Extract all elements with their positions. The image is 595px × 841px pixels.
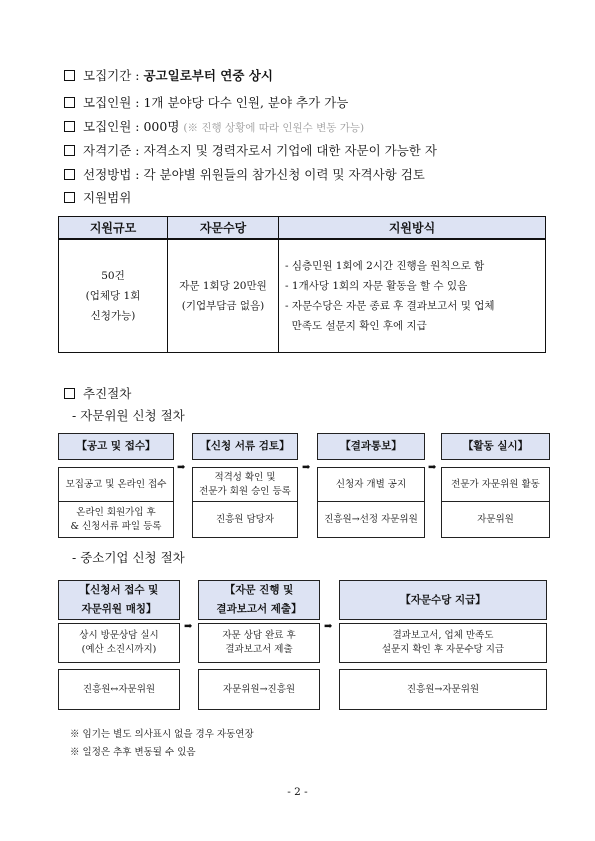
item-label: 자격기준 :	[83, 143, 144, 158]
cell-line: (기업부담금 없음)	[181, 300, 265, 312]
method-line: - 자문수당은 자문 종료 후 결과보고서 및 업체	[285, 300, 495, 312]
fee-cell	[168, 239, 279, 353]
sme-step-header	[198, 580, 320, 620]
desc-text: 상시 방문상담 실시	[79, 630, 159, 641]
desc-text: (예산 소진시까지)	[81, 644, 157, 655]
item-value: 000명	[143, 119, 184, 134]
recruit-period-line	[64, 67, 273, 85]
advisor-step-desc	[58, 467, 174, 502]
checkbox-icon	[64, 145, 75, 156]
cell-line: (업체당 1회	[85, 290, 141, 302]
desc-text: 신청자 개별 공지	[335, 478, 407, 490]
checkbox-icon	[64, 97, 75, 108]
advisor-step-desc	[192, 467, 298, 502]
recruit-count-line-1	[64, 94, 348, 112]
advisor-step-header: 【활동 실시】	[441, 433, 550, 460]
item-note: (※ 진행 상황에 따라 인원수 변동 가능)	[183, 122, 365, 134]
process-title	[64, 385, 131, 403]
note-term: ※ 임기는 별도 의사표시 없을 경우 자동연장	[70, 729, 254, 740]
advisor-process-title: - 자문위원 신청 절차	[72, 408, 185, 423]
header-text: 결과보고서 제출】	[216, 603, 302, 615]
checkbox-icon	[64, 169, 75, 180]
table-header: 자문수당	[168, 217, 279, 240]
selection-method-line	[64, 166, 425, 184]
item-label: 모집기간 :	[83, 68, 144, 83]
support-table	[58, 216, 546, 353]
qualification-line	[64, 142, 437, 160]
recruit-count-line-2	[64, 118, 364, 136]
arrow-right-icon: ➡	[184, 621, 193, 632]
desc-text: 모집공고 및 온라인 접수	[65, 478, 167, 490]
checkbox-icon	[64, 70, 75, 81]
item-label: 선정방법 :	[83, 167, 144, 182]
who-text: 자문위원→진흥원	[222, 683, 296, 695]
cell-line: 신청가능)	[90, 310, 136, 322]
who-text: 진흥원↔자문위원	[82, 683, 156, 695]
method-line: - 1개사당 1회의 자문 활동을 할 수 있음	[285, 280, 468, 292]
table-header: 지원방식	[279, 217, 546, 240]
checkbox-icon	[64, 388, 75, 399]
desc-text: 결과보고서 제출	[225, 644, 293, 655]
page-number: - 2 -	[287, 786, 308, 798]
who-text: & 신청서류 파일 등록	[70, 520, 162, 532]
sme-step-header	[339, 580, 547, 620]
advisor-step-who	[441, 501, 550, 538]
sme-step-desc	[58, 623, 180, 663]
item-value: 각 분야별 위원들의 참가신청 이력 및 자격사항 검토	[143, 167, 425, 182]
item-label: 모집인원 :	[83, 95, 144, 110]
who-text: 진흥원→선정 자문위원	[324, 513, 418, 525]
desc-text: 설문지 확인 후 자문수당 지급	[381, 644, 505, 655]
method-cell	[279, 239, 546, 353]
sme-step-desc	[198, 623, 320, 663]
header-text: 【자문 진행 및	[224, 584, 294, 596]
sme-step-who	[198, 669, 320, 710]
checkbox-icon	[64, 121, 75, 132]
method-line: 만족도 설문지 확인 후에 지급	[285, 320, 427, 332]
who-text: 진흥원→자문위원	[406, 683, 480, 695]
advisor-step-desc	[441, 467, 550, 502]
sme-step-who	[58, 669, 180, 710]
advisor-step-who	[192, 501, 298, 538]
sme-step-desc	[339, 623, 547, 663]
table-header: 지원규모	[59, 217, 168, 240]
process-title-text: 추진절차	[83, 386, 132, 401]
advisor-step-header: 【신청 서류 검토】	[192, 433, 298, 460]
header-text: 【신청서 접수 및	[79, 584, 159, 596]
cell-line: 50건	[101, 270, 125, 282]
desc-text: 전문가 자문위원 활동	[451, 478, 540, 490]
desc-text: 적격성 확인 및	[214, 471, 276, 483]
desc-text: 결과보고서, 업체 만족도	[392, 630, 494, 641]
advisor-step-header: 【공고 및 접수】	[58, 433, 174, 460]
who-text: 진흥원 담당자	[215, 513, 275, 525]
item-value: 공고일로부터 연중 상시	[143, 68, 273, 83]
scale-cell	[59, 239, 168, 353]
arrow-right-icon: ➡	[428, 462, 437, 473]
who-text: 온라인 회원가입 후	[76, 506, 156, 518]
item-value: 자격소지 및 경력자로서 기업에 대한 자문이 가능한 자	[143, 143, 437, 158]
desc-text: 전문가 회원 승인 등록	[199, 485, 291, 497]
checkbox-icon	[64, 192, 75, 203]
desc-text: 자문 상담 완료 후	[222, 630, 296, 641]
advisor-step-who	[317, 501, 425, 538]
sme-step-header	[58, 580, 180, 620]
advisor-step-header: 【결과통보】	[317, 433, 425, 460]
support-scope-line	[64, 189, 131, 207]
advisor-step-desc	[317, 467, 425, 502]
arrow-right-icon: ➡	[324, 621, 333, 632]
note-schedule: ※ 일정은 추후 변동될 수 있음	[70, 747, 196, 758]
sme-step-who	[339, 669, 547, 710]
advisor-step-who	[58, 501, 174, 538]
method-line: - 심층민원 1회에 2시간 진행을 원칙으로 함	[285, 260, 485, 272]
header-text: 자문위원 매칭】	[81, 603, 157, 615]
arrow-right-icon: ➡	[177, 462, 186, 473]
header-text: 【자문수당 지급】	[400, 593, 486, 606]
item-label: 지원범위	[83, 190, 132, 205]
item-value: 1개 분야당 다수 인원, 분야 추가 가능	[143, 95, 349, 110]
cell-line: 자문 1회당 20만원	[179, 280, 267, 292]
arrow-right-icon: ➡	[302, 462, 311, 473]
item-label: 모집인원 :	[83, 119, 144, 134]
who-text: 자문위원	[477, 513, 514, 525]
sme-process-title: - 중소기업 신청 절차	[72, 550, 185, 565]
